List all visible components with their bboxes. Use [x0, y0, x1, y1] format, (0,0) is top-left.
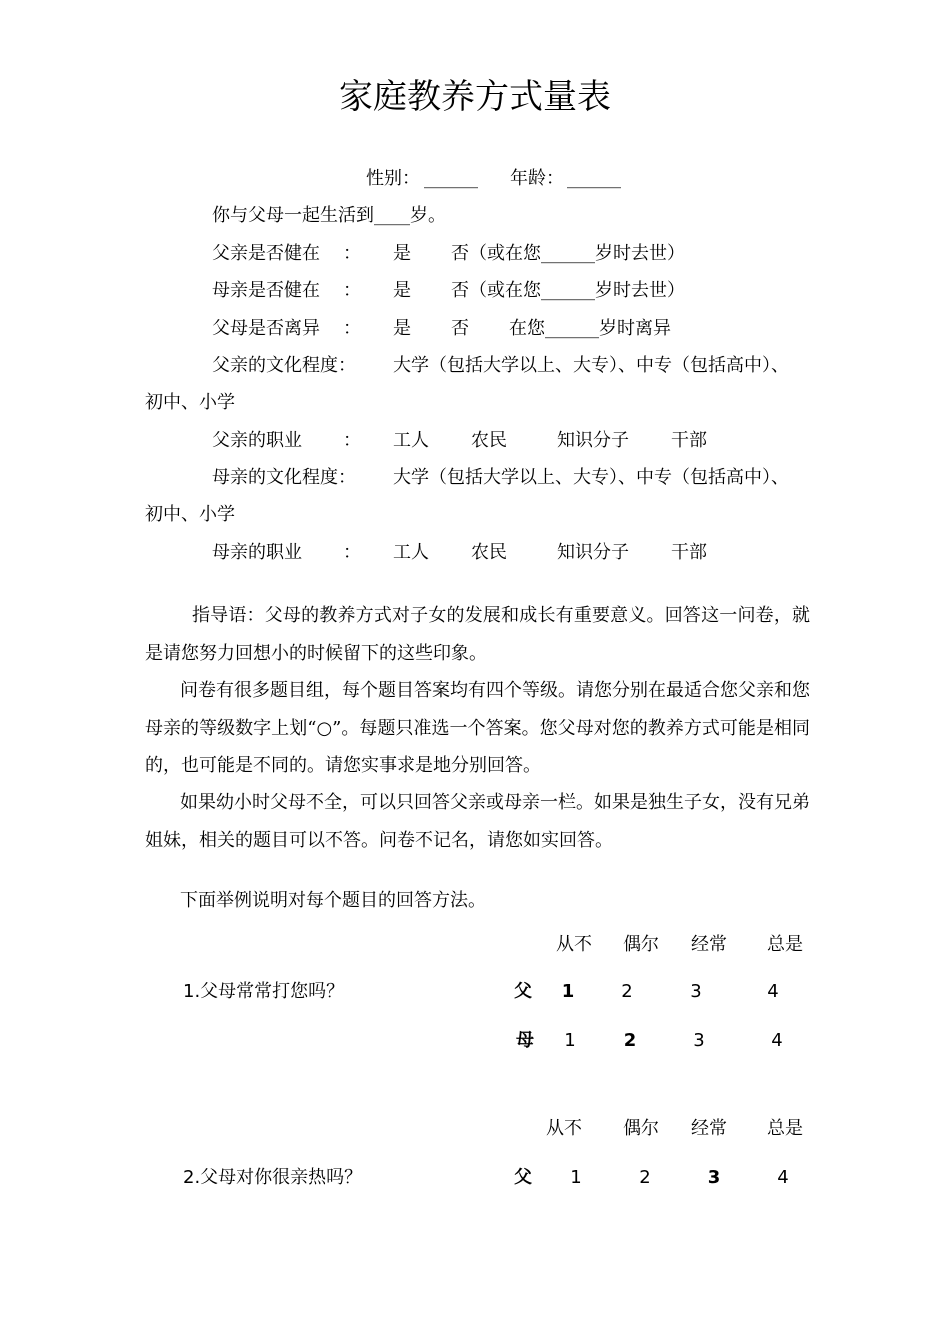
- instruction-paragraph-3: 如果幼小时父母不全，可以只回答父亲或母亲一栏。如果是独生子女，没有兄弟姐妹，相关的题目可以不答。问卷不记名，请您如实回答。: [145, 792, 810, 851]
- example-2-father-option-4[interactable]: 4: [777, 1167, 789, 1188]
- example-question-1: 1.父母常常打您吗？: [183, 981, 345, 1002]
- father-edu-label: 父亲的文化程度：: [212, 355, 356, 376]
- mother-alive-yes[interactable]: 是: [393, 280, 411, 301]
- example-1-mother-option-4[interactable]: 4: [771, 1030, 783, 1051]
- mother-job-option-farmer[interactable]: 农民: [471, 542, 507, 563]
- scale-header-often-2: 经常: [691, 1118, 727, 1139]
- divorced-no[interactable]: 否: [451, 318, 469, 339]
- instruction-paragraph-2: 问卷有很多题目组，每个题目答案均有四个等级。请您分别在最适合您父亲和您母亲的等级数字上划“○”。每题只准选一个答案。您父母对您的教养方式可能是相同的，也可能是不同的。请您实事求是地分别回答。: [145, 680, 810, 776]
- father-job-option-cadre[interactable]: 干部: [671, 430, 707, 451]
- mother-job-option-intellectual[interactable]: 知识分子: [557, 542, 629, 563]
- scale-header-always-2: 总是: [767, 1118, 803, 1139]
- example-1-mother-label: 母: [516, 1030, 534, 1051]
- scale-header-always: 总是: [767, 934, 803, 955]
- divorced-colon: ：: [343, 318, 361, 339]
- lived-with-parents-line: 你与父母一起生活到____岁。: [212, 205, 446, 226]
- scale-header-often: 经常: [691, 934, 727, 955]
- scale-header-never-2: 从不: [546, 1118, 582, 1139]
- scale-header-never: 从不: [556, 934, 592, 955]
- father-edu-options-cont[interactable]: 初中、小学: [145, 392, 235, 413]
- example-2-father-option-3[interactable]: 3: [707, 1167, 721, 1188]
- mother-edu-options-cont[interactable]: 初中、小学: [145, 504, 235, 525]
- example-1-mother-option-1[interactable]: 1: [564, 1030, 576, 1051]
- example-1-father-option-4[interactable]: 4: [767, 981, 779, 1002]
- mother-job-option-cadre[interactable]: 干部: [671, 542, 707, 563]
- example-2-father-option-2[interactable]: 2: [639, 1167, 651, 1188]
- divorced-yes[interactable]: 是: [393, 318, 411, 339]
- father-job-option-worker[interactable]: 工人: [393, 430, 429, 451]
- mother-edu-label: 母亲的文化程度：: [212, 467, 356, 488]
- example-1-father-label: 父: [514, 981, 532, 1002]
- mother-job-option-worker[interactable]: 工人: [393, 542, 429, 563]
- father-job-option-farmer[interactable]: 农民: [471, 430, 507, 451]
- example-question-2: 2.父母对你很亲热吗？: [183, 1167, 363, 1188]
- age-label: 年龄：: [510, 168, 564, 189]
- father-alive-yes[interactable]: 是: [393, 243, 411, 264]
- mother-edu-options[interactable]: 大学（包括大学以上、大专）、中专（包括高中）、: [393, 467, 789, 488]
- father-edu-options[interactable]: 大学（包括大学以上、大专）、中专（包括高中）、: [393, 355, 789, 376]
- mother-alive-colon: ：: [343, 280, 361, 301]
- mother-alive-no[interactable]: 否（或在您______岁时去世）: [451, 280, 685, 301]
- mother-job-colon: ：: [343, 542, 361, 563]
- divorced-label: 父母是否离异: [212, 318, 320, 339]
- example-1-father-option-3[interactable]: 3: [690, 981, 702, 1002]
- father-alive-no[interactable]: 否（或在您______岁时去世）: [451, 243, 685, 264]
- page-title: 家庭教养方式量表: [339, 77, 611, 117]
- mother-job-label: 母亲的职业: [212, 542, 302, 563]
- scale-header-sometimes: 偶尔: [623, 934, 659, 955]
- father-job-label: 父亲的职业: [212, 430, 302, 451]
- example-1-father-option-2[interactable]: 2: [621, 981, 633, 1002]
- example-1-mother-option-3[interactable]: 3: [693, 1030, 705, 1051]
- father-alive-label: 父亲是否健在: [212, 243, 320, 264]
- example-1-mother-option-2[interactable]: 2: [623, 1030, 637, 1051]
- gender-label: 性别：: [366, 168, 420, 189]
- example-2-father-label: 父: [514, 1167, 532, 1188]
- gender-blank[interactable]: ______: [424, 168, 478, 189]
- instruction-paragraph-1: 指导语：父母的教养方式对子女的发展和成长有重要意义。回答这一问卷，就是请您努力回想小的时候留下的这些印象。: [145, 605, 810, 664]
- example-1-father-option-1[interactable]: 1: [561, 981, 575, 1002]
- scale-header-sometimes-2: 偶尔: [623, 1118, 659, 1139]
- divorced-when[interactable]: 在您______岁时离异: [509, 318, 671, 339]
- father-job-colon: ：: [343, 430, 361, 451]
- father-alive-colon: ：: [343, 243, 361, 264]
- mother-alive-label: 母亲是否健在: [212, 280, 320, 301]
- example-2-father-option-1[interactable]: 1: [570, 1167, 582, 1188]
- example-intro: 下面举例说明对每个题目的回答方法。: [180, 890, 486, 911]
- age-blank[interactable]: ______: [567, 168, 621, 189]
- father-job-option-intellectual[interactable]: 知识分子: [557, 430, 629, 451]
